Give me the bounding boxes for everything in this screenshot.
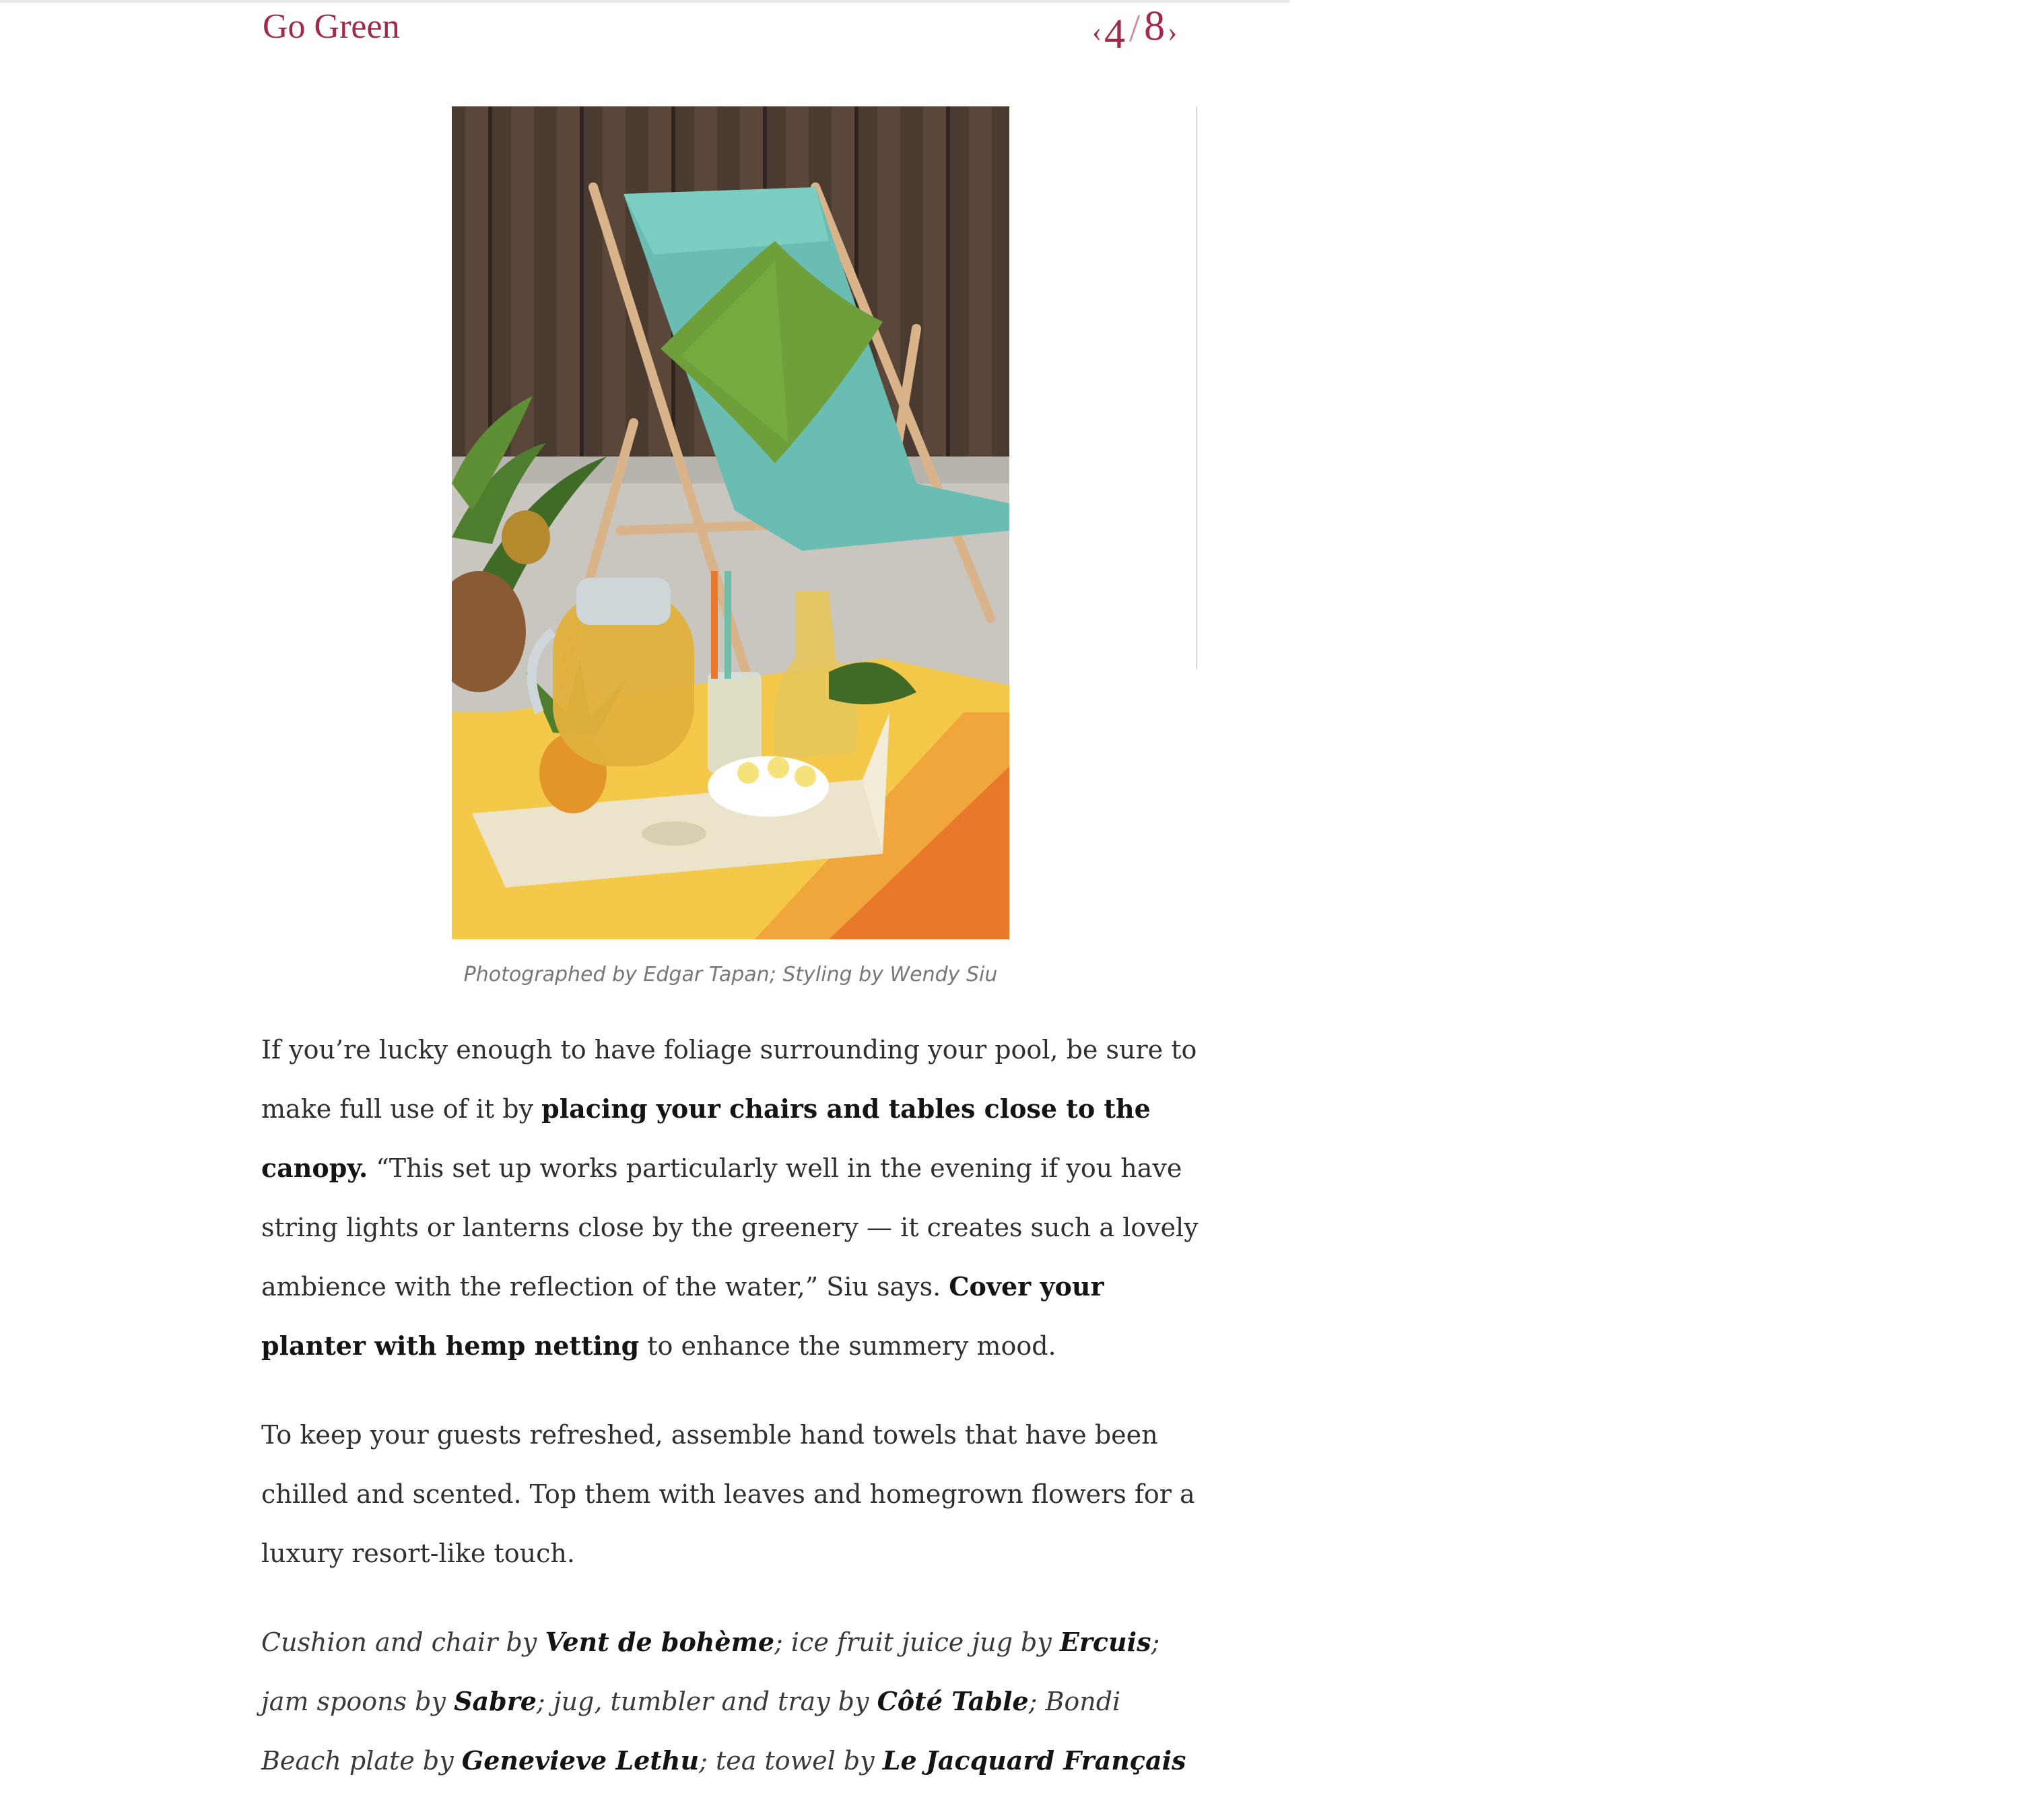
pager-separator: / <box>1129 6 1141 50</box>
current-slide-number: 4 <box>1104 11 1125 57</box>
brand-link[interactable]: Côté Table <box>877 1686 1029 1716</box>
prev-arrow-icon[interactable]: ‹ <box>1092 17 1102 48</box>
brand-link[interactable]: Ercuis <box>1059 1627 1151 1657</box>
text: “This set up works particularly well in the evening if you have string lights or lanterns close by the greenery — it creates such a lovely ambience with the reflection of the water,” Siu says. <box>261 1153 1199 1302</box>
article-photo <box>452 106 1009 939</box>
total-slides-number: 8 <box>1144 3 1166 49</box>
highlight-hemp-netting: Cover your planter with hemp netting <box>261 1271 1104 1361</box>
article-body <box>261 1020 1204 1820</box>
highlight-canopy: placing your chairs and tables close to the canopy. <box>261 1093 1151 1183</box>
photo-caption: Photographed by Edgar Tapan; Styling by Wendy Siu <box>463 963 998 986</box>
photo-illustration <box>452 106 1009 939</box>
text: ; jam spoons by <box>261 1627 1160 1716</box>
brand-link[interactable]: Genevieve Lethu <box>461 1745 700 1776</box>
slide-pager <box>1089 3 1180 57</box>
section-title-link[interactable]: Go Green <box>263 7 400 46</box>
top-divider <box>0 0 1289 3</box>
text: ; ice fruit juice jug by <box>774 1627 1060 1657</box>
next-arrow-icon[interactable]: › <box>1168 17 1178 48</box>
text: ; tea towel by <box>699 1746 883 1776</box>
article-paragraph-1 <box>261 1020 1204 1376</box>
scroll-track[interactable] <box>1196 106 1197 669</box>
brand-link[interactable]: Sabre <box>454 1686 537 1716</box>
text: to enhance the summery mood. <box>639 1331 1056 1361</box>
brand-link[interactable]: Vent de bohème <box>545 1627 774 1657</box>
text: If you’re lucky enough to have foliage surrounding your pool, be sure to make full use of it by <box>261 1035 1197 1124</box>
text: ; jug, tumbler and tray by <box>536 1687 877 1716</box>
product-credits <box>261 1613 1204 1790</box>
text: Cushion and chair by <box>261 1627 545 1657</box>
brand-link[interactable]: Le Jacquard Français <box>882 1745 1186 1776</box>
article-paragraph-2: To keep your guests refreshed, assemble hand towels that have been chilled and scented. Top them with leaves and homegrown flowers for a luxury resort-like touch. <box>261 1420 1195 1568</box>
text: ; Bondi Beach plate by <box>261 1687 1121 1776</box>
